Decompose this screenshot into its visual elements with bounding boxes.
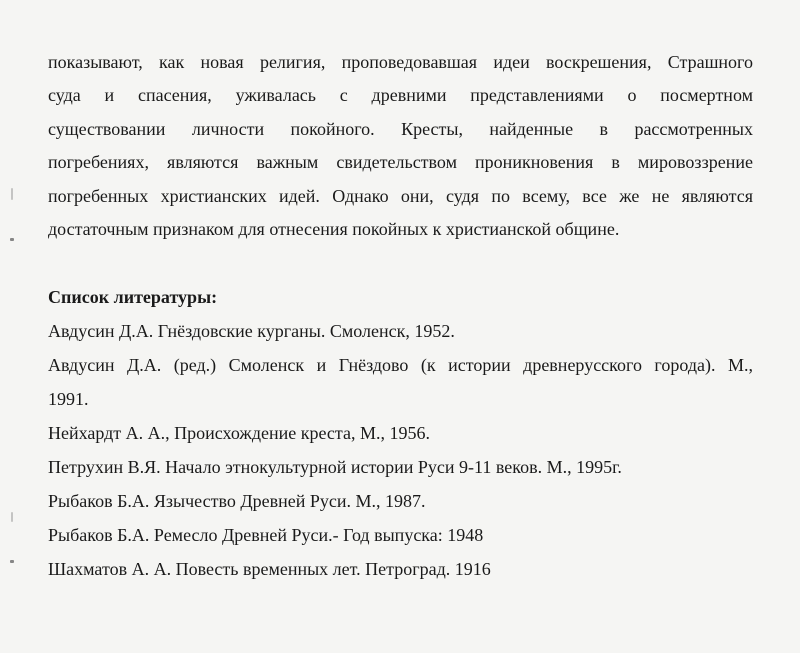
bibliography-entry: Нейхардт А. А., Происхождение креста, М., 1956. bbox=[48, 423, 430, 443]
paragraph-line: существовании личности покойного. Кресты, найденные в рассмотренных bbox=[48, 118, 753, 139]
paragraph-line: погребенных христианских идей. Однако они, судя по всему, все же не являются bbox=[48, 185, 753, 206]
bibliography-entry: Шахматов А. А. Повесть временных лет. Петроград. 1916 bbox=[48, 559, 491, 579]
scan-artifact bbox=[10, 238, 14, 241]
paragraph-line: показывают, как новая религия, проповедовавшая идеи воскрешения, Страшного bbox=[48, 52, 753, 72]
bibliography-entry: Рыбаков Б.А. Ремесло Древней Руси.- Год выпуска: 1948 bbox=[48, 525, 484, 545]
scan-artifact bbox=[11, 512, 13, 522]
bibliography-entry-continuation: 1991. bbox=[48, 389, 89, 409]
bibliography-entry: Петрухин В.Я. Начало этнокультурной истории Руси 9-11 веков. М., 1995г. bbox=[48, 457, 622, 477]
bibliography-entry: Рыбаков Б.А. Язычество Древней Руси. М., 1987. bbox=[48, 491, 426, 511]
bibliography-entry: Авдусин Д.А. Гнёздовские курганы. Смоленск, 1952. bbox=[48, 321, 455, 341]
bibliography-entry: Авдусин Д.А. (ред.) Смоленск и Гнёздово (к истории древнерусского города). М., bbox=[48, 355, 753, 375]
body-paragraph bbox=[48, 46, 753, 246]
paragraph-line: достаточным признаком для отнесения покойных к христианской общине. bbox=[48, 218, 620, 239]
bibliography-list bbox=[48, 314, 753, 586]
paragraph-line: суда и спасения, уживалась с древними представлениями о посмертном bbox=[48, 85, 753, 106]
paragraph-line: погребениях, являются важным свидетельством проникновения в мировоззрение bbox=[48, 152, 753, 173]
scan-artifact bbox=[10, 560, 14, 563]
scan-artifact bbox=[11, 188, 13, 200]
bibliography-heading: Список литературы: bbox=[48, 287, 218, 307]
